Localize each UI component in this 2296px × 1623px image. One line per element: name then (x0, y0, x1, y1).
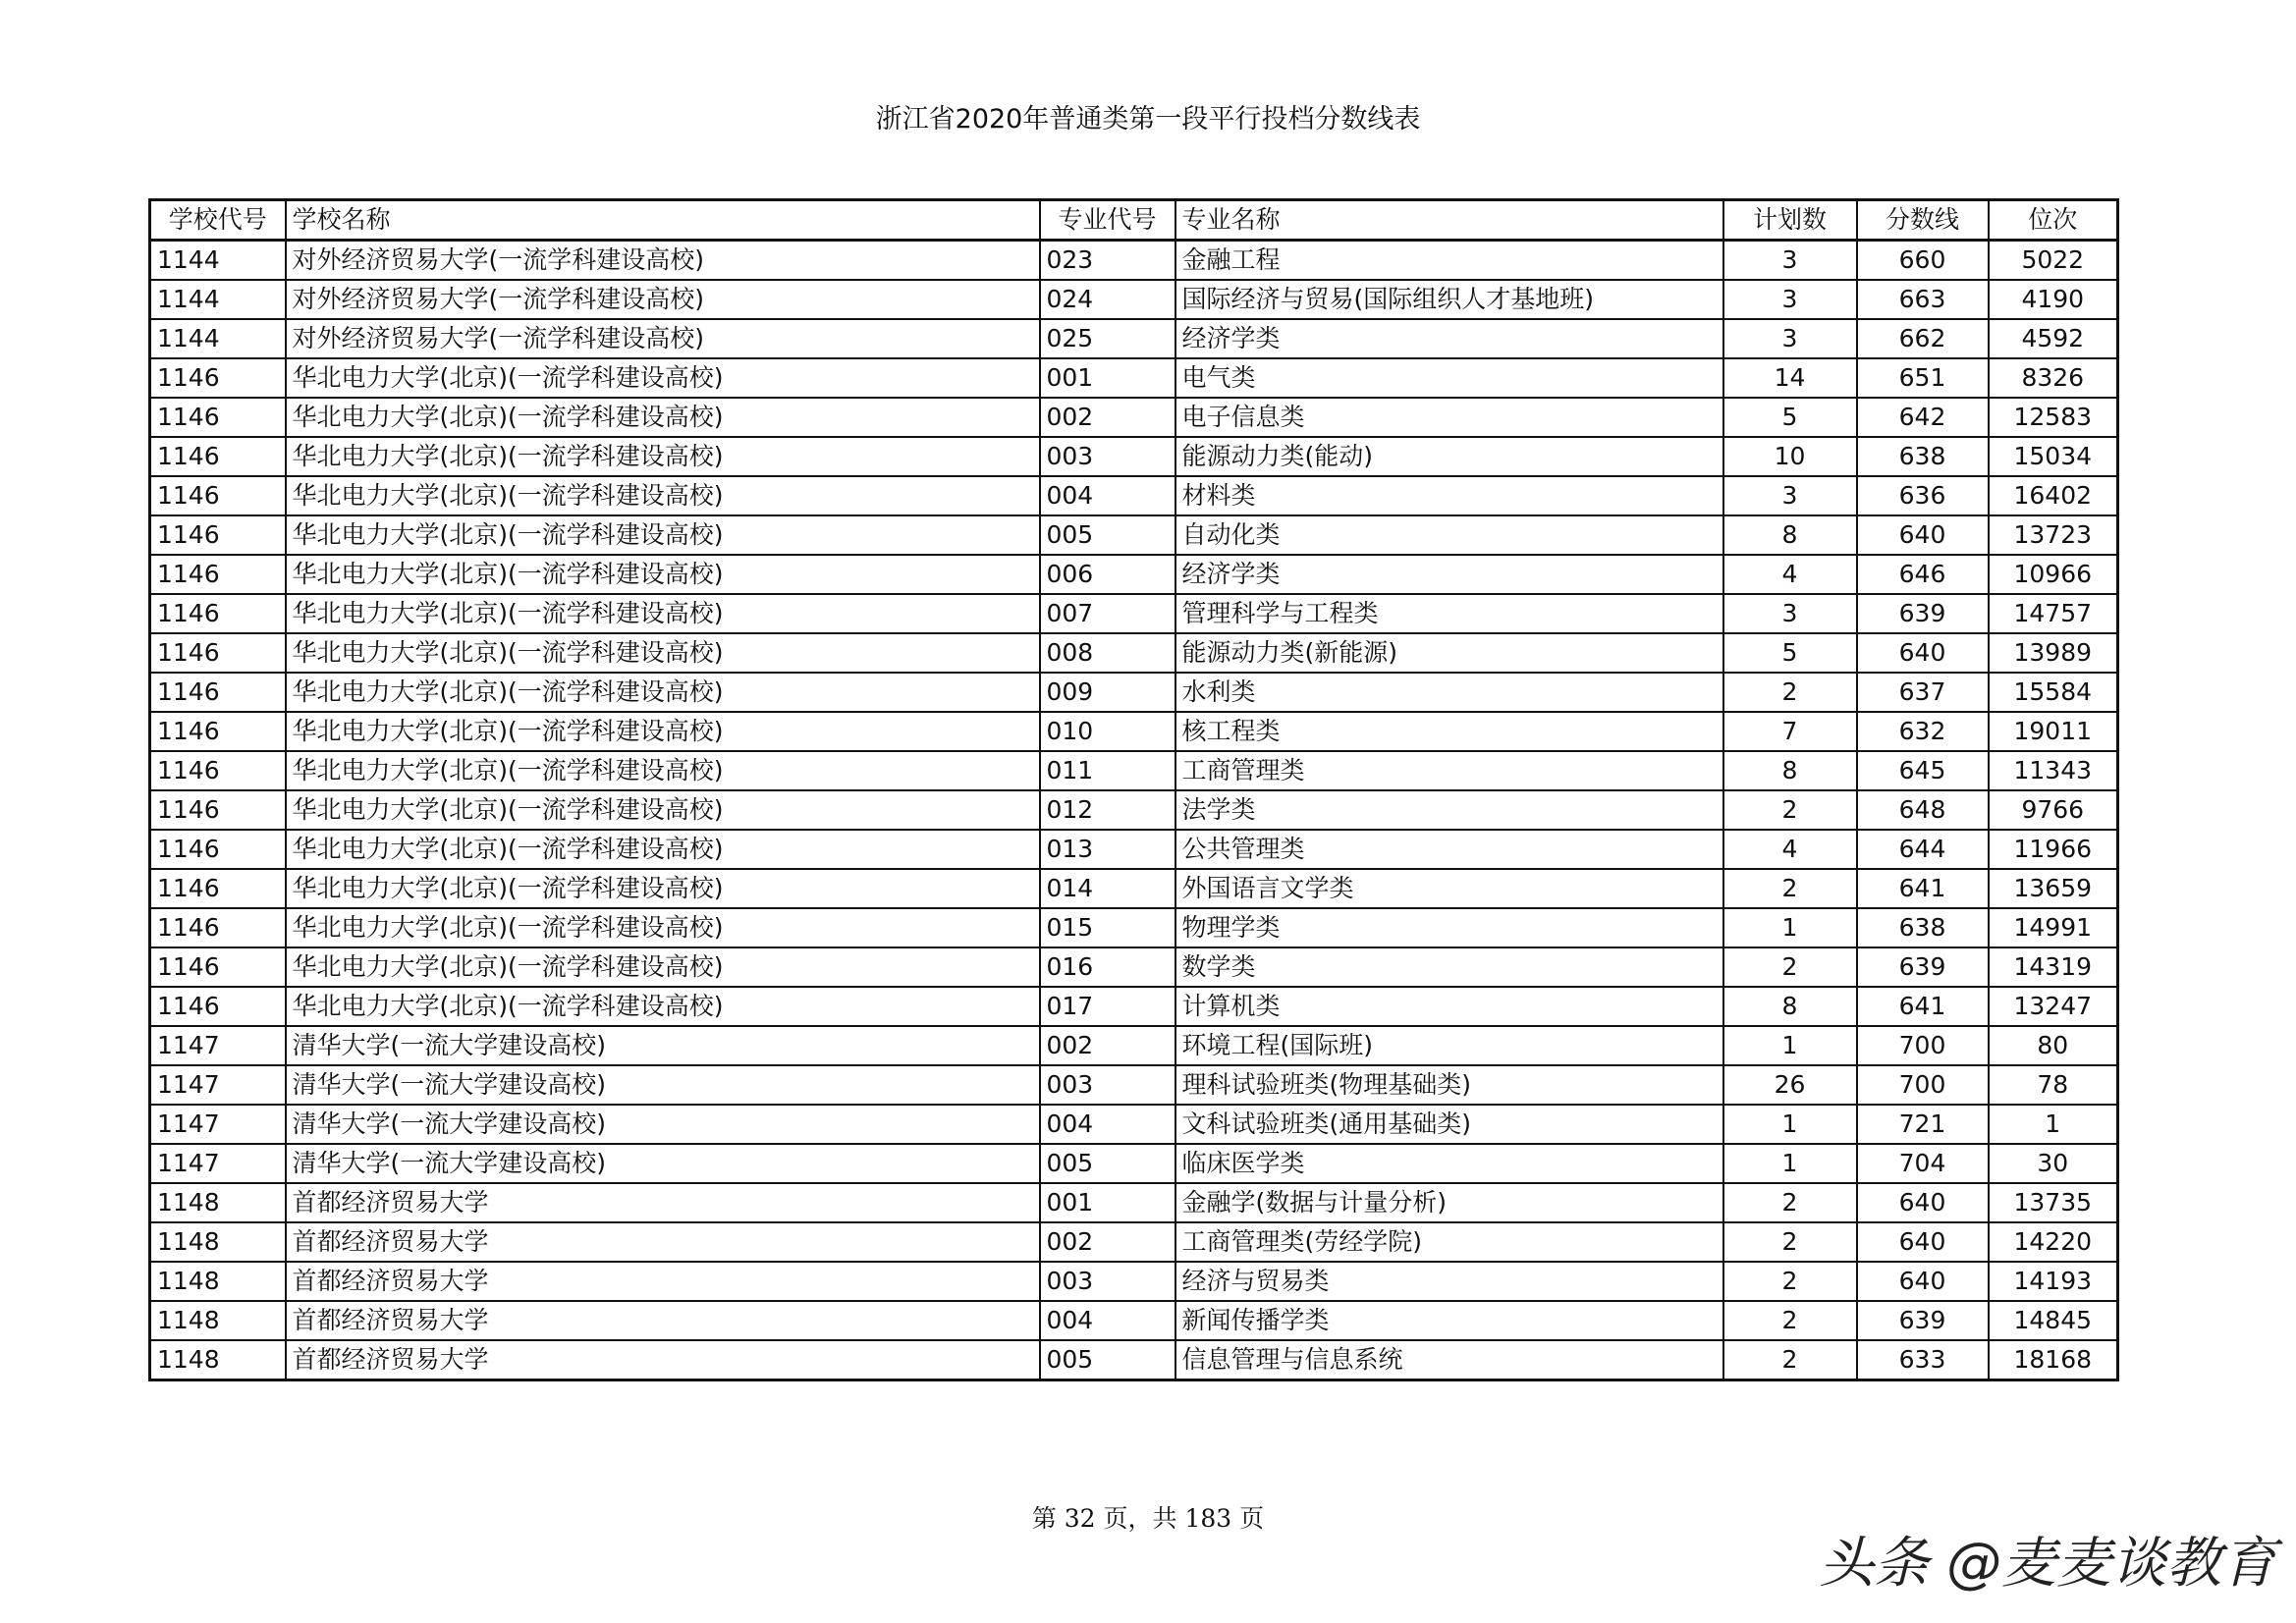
cell-rank: 18168 (1989, 1340, 2118, 1380)
cell-rank: 14193 (1989, 1262, 2118, 1301)
table-row (150, 398, 2118, 437)
cell-plan-count: 3 (1723, 319, 1857, 358)
cell-rank: 13723 (1989, 515, 2118, 555)
cell-school-name: 华北电力大学(北京)(一流学科建设高校) (286, 515, 1040, 555)
cell-school-name: 首都经济贸易大学 (286, 1340, 1040, 1380)
cell-rank: 30 (1989, 1144, 2118, 1183)
cell-rank: 16402 (1989, 476, 2118, 515)
table-row (150, 476, 2118, 515)
cell-major-name: 电子信息类 (1175, 398, 1723, 437)
table-row (150, 633, 2118, 673)
cell-school-code: 1144 (150, 280, 286, 319)
cell-major-name: 水利类 (1175, 673, 1723, 712)
table-row (150, 437, 2118, 476)
cell-plan-count: 1 (1723, 1105, 1857, 1144)
cell-school-code: 1146 (150, 869, 286, 908)
table-row (150, 280, 2118, 319)
cell-school-code: 1147 (150, 1065, 286, 1105)
table-row (150, 594, 2118, 633)
cell-plan-count: 1 (1723, 1026, 1857, 1065)
cell-rank: 14991 (1989, 908, 2118, 947)
cell-score-line: 636 (1857, 476, 1989, 515)
cell-school-name: 对外经济贸易大学(一流学科建设高校) (286, 319, 1040, 358)
table-row (150, 319, 2118, 358)
cell-plan-count: 3 (1723, 280, 1857, 319)
cell-score-line: 637 (1857, 673, 1989, 712)
cell-major-name: 工商管理类 (1175, 751, 1723, 790)
cell-major-name: 新闻传播学类 (1175, 1301, 1723, 1340)
cell-major-name: 工商管理类(劳经学院) (1175, 1222, 1723, 1262)
cell-school-code: 1148 (150, 1262, 286, 1301)
cell-major-code: 003 (1040, 437, 1175, 476)
cell-plan-count: 8 (1723, 987, 1857, 1026)
cell-plan-count: 2 (1723, 947, 1857, 987)
cell-major-code: 007 (1040, 594, 1175, 633)
cell-school-name: 首都经济贸易大学 (286, 1262, 1040, 1301)
cell-plan-count: 7 (1723, 712, 1857, 751)
cell-school-code: 1147 (150, 1144, 286, 1183)
cell-major-code: 004 (1040, 476, 1175, 515)
table-body (150, 241, 2118, 1380)
cell-score-line: 638 (1857, 908, 1989, 947)
cell-rank: 19011 (1989, 712, 2118, 751)
cell-plan-count: 4 (1723, 830, 1857, 869)
table-row (150, 673, 2118, 712)
cell-major-name: 公共管理类 (1175, 830, 1723, 869)
cell-major-code: 003 (1040, 1262, 1175, 1301)
cell-major-name: 经济与贸易类 (1175, 1262, 1723, 1301)
table-row (150, 1183, 2118, 1222)
cell-school-code: 1148 (150, 1340, 286, 1380)
table-row (150, 1262, 2118, 1301)
cell-major-name: 金融工程 (1175, 241, 1723, 281)
cell-major-name: 数学类 (1175, 947, 1723, 987)
cell-plan-count: 5 (1723, 398, 1857, 437)
header-major-name: 专业名称 (1175, 200, 1723, 241)
cell-school-name: 首都经济贸易大学 (286, 1222, 1040, 1262)
cell-school-code: 1144 (150, 319, 286, 358)
table-row (150, 515, 2118, 555)
cell-plan-count: 8 (1723, 515, 1857, 555)
cell-rank: 4190 (1989, 280, 2118, 319)
cell-school-code: 1146 (150, 398, 286, 437)
cell-major-name: 外国语言文学类 (1175, 869, 1723, 908)
cell-score-line: 640 (1857, 633, 1989, 673)
cell-school-code: 1146 (150, 358, 286, 398)
table-row (150, 1340, 2118, 1380)
cell-rank: 14319 (1989, 947, 2118, 987)
admission-score-table (148, 198, 2119, 1381)
cell-major-name: 电气类 (1175, 358, 1723, 398)
header-rank: 位次 (1989, 200, 2118, 241)
header-school-name: 学校名称 (286, 200, 1040, 241)
cell-school-name: 华北电力大学(北京)(一流学科建设高校) (286, 437, 1040, 476)
cell-school-name: 华北电力大学(北京)(一流学科建设高校) (286, 712, 1040, 751)
cell-score-line: 640 (1857, 1222, 1989, 1262)
table-row (150, 947, 2118, 987)
cell-school-name: 华北电力大学(北京)(一流学科建设高校) (286, 594, 1040, 633)
cell-plan-count: 8 (1723, 751, 1857, 790)
page-number-footer: 第 32 页，共 183 页 (1031, 1504, 1265, 1533)
cell-plan-count: 2 (1723, 1222, 1857, 1262)
cell-school-code: 1144 (150, 241, 286, 281)
cell-major-name: 计算机类 (1175, 987, 1723, 1026)
table-row (150, 1065, 2118, 1105)
table-row (150, 751, 2118, 790)
cell-major-code: 012 (1040, 790, 1175, 830)
cell-school-name: 清华大学(一流大学建设高校) (286, 1105, 1040, 1144)
table-row (150, 869, 2118, 908)
cell-school-code: 1146 (150, 790, 286, 830)
cell-score-line: 644 (1857, 830, 1989, 869)
header-plan-count: 计划数 (1723, 200, 1857, 241)
cell-school-code: 1148 (150, 1183, 286, 1222)
cell-major-code: 014 (1040, 869, 1175, 908)
cell-school-name: 对外经济贸易大学(一流学科建设高校) (286, 280, 1040, 319)
cell-school-code: 1148 (150, 1301, 286, 1340)
cell-major-code: 003 (1040, 1065, 1175, 1105)
cell-rank: 13659 (1989, 869, 2118, 908)
cell-major-code: 002 (1040, 1026, 1175, 1065)
cell-plan-count: 3 (1723, 476, 1857, 515)
cell-score-line: 645 (1857, 751, 1989, 790)
cell-score-line: 642 (1857, 398, 1989, 437)
cell-major-code: 025 (1040, 319, 1175, 358)
table-row (150, 555, 2118, 594)
cell-school-name: 华北电力大学(北京)(一流学科建设高校) (286, 398, 1040, 437)
cell-rank: 13989 (1989, 633, 2118, 673)
cell-major-code: 013 (1040, 830, 1175, 869)
cell-school-code: 1147 (150, 1026, 286, 1065)
cell-rank: 5022 (1989, 241, 2118, 281)
cell-school-code: 1146 (150, 555, 286, 594)
cell-rank: 8326 (1989, 358, 2118, 398)
table-row (150, 830, 2118, 869)
cell-score-line: 632 (1857, 712, 1989, 751)
cell-major-code: 002 (1040, 398, 1175, 437)
cell-school-code: 1146 (150, 908, 286, 947)
table-row (150, 1026, 2118, 1065)
cell-score-line: 640 (1857, 515, 1989, 555)
cell-major-code: 011 (1040, 751, 1175, 790)
cell-rank: 14220 (1989, 1222, 2118, 1262)
header-score-line: 分数线 (1857, 200, 1989, 241)
cell-major-name: 能源动力类(新能源) (1175, 633, 1723, 673)
cell-rank: 9766 (1989, 790, 2118, 830)
cell-score-line: 638 (1857, 437, 1989, 476)
cell-school-code: 1146 (150, 751, 286, 790)
header-major-code: 专业代号 (1040, 200, 1175, 241)
cell-school-name: 华北电力大学(北京)(一流学科建设高校) (286, 947, 1040, 987)
cell-school-name: 首都经济贸易大学 (286, 1183, 1040, 1222)
cell-score-line: 640 (1857, 1183, 1989, 1222)
cell-major-code: 016 (1040, 947, 1175, 987)
cell-school-name: 华北电力大学(北京)(一流学科建设高校) (286, 869, 1040, 908)
cell-score-line: 648 (1857, 790, 1989, 830)
cell-plan-count: 2 (1723, 1301, 1857, 1340)
cell-major-name: 核工程类 (1175, 712, 1723, 751)
cell-school-name: 对外经济贸易大学(一流学科建设高校) (286, 241, 1040, 281)
cell-rank: 10966 (1989, 555, 2118, 594)
cell-major-name: 理科试验班类(物理基础类) (1175, 1065, 1723, 1105)
cell-school-name: 清华大学(一流大学建设高校) (286, 1065, 1040, 1105)
cell-school-name: 清华大学(一流大学建设高校) (286, 1144, 1040, 1183)
cell-major-code: 015 (1040, 908, 1175, 947)
cell-rank: 78 (1989, 1065, 2118, 1105)
cell-rank: 15034 (1989, 437, 2118, 476)
cell-plan-count: 2 (1723, 1183, 1857, 1222)
table-row (150, 1301, 2118, 1340)
cell-score-line: 660 (1857, 241, 1989, 281)
cell-school-code: 1146 (150, 594, 286, 633)
cell-major-code: 009 (1040, 673, 1175, 712)
cell-plan-count: 26 (1723, 1065, 1857, 1105)
cell-school-name: 华北电力大学(北京)(一流学科建设高校) (286, 830, 1040, 869)
cell-score-line: 641 (1857, 869, 1989, 908)
cell-school-name: 华北电力大学(北京)(一流学科建设高校) (286, 555, 1040, 594)
cell-major-code: 001 (1040, 1183, 1175, 1222)
table-row (150, 987, 2118, 1026)
cell-major-name: 法学类 (1175, 790, 1723, 830)
cell-score-line: 639 (1857, 947, 1989, 987)
cell-school-code: 1146 (150, 633, 286, 673)
table-row (150, 1144, 2118, 1183)
cell-plan-count: 4 (1723, 555, 1857, 594)
cell-school-name: 华北电力大学(北京)(一流学科建设高校) (286, 673, 1040, 712)
cell-score-line: 640 (1857, 1262, 1989, 1301)
watermark-text: 头条 @麦麦谈教育 (1819, 1532, 2276, 1596)
cell-school-name: 华北电力大学(北京)(一流学科建设高校) (286, 790, 1040, 830)
table-row (150, 358, 2118, 398)
cell-score-line: 662 (1857, 319, 1989, 358)
cell-score-line: 639 (1857, 594, 1989, 633)
cell-plan-count: 2 (1723, 1340, 1857, 1380)
cell-major-name: 金融学(数据与计量分析) (1175, 1183, 1723, 1222)
cell-school-code: 1146 (150, 476, 286, 515)
cell-school-name: 华北电力大学(北京)(一流学科建设高校) (286, 476, 1040, 515)
cell-major-name: 自动化类 (1175, 515, 1723, 555)
cell-rank: 12583 (1989, 398, 2118, 437)
cell-plan-count: 3 (1723, 594, 1857, 633)
cell-major-code: 024 (1040, 280, 1175, 319)
cell-major-code: 001 (1040, 358, 1175, 398)
cell-score-line: 633 (1857, 1340, 1989, 1380)
cell-major-name: 经济学类 (1175, 555, 1723, 594)
table-row (150, 1105, 2118, 1144)
cell-score-line: 663 (1857, 280, 1989, 319)
cell-rank: 14845 (1989, 1301, 2118, 1340)
cell-score-line: 700 (1857, 1065, 1989, 1105)
cell-major-name: 管理科学与工程类 (1175, 594, 1723, 633)
cell-school-code: 1148 (150, 1222, 286, 1262)
cell-rank: 11343 (1989, 751, 2118, 790)
cell-score-line: 646 (1857, 555, 1989, 594)
cell-major-code: 006 (1040, 555, 1175, 594)
cell-plan-count: 1 (1723, 908, 1857, 947)
cell-school-name: 华北电力大学(北京)(一流学科建设高校) (286, 751, 1040, 790)
table-row (150, 712, 2118, 751)
table-row (150, 908, 2118, 947)
cell-school-name: 华北电力大学(北京)(一流学科建设高校) (286, 987, 1040, 1026)
cell-score-line: 704 (1857, 1144, 1989, 1183)
cell-major-name: 临床医学类 (1175, 1144, 1723, 1183)
cell-rank: 13735 (1989, 1183, 2118, 1222)
cell-score-line: 721 (1857, 1105, 1989, 1144)
cell-major-code: 017 (1040, 987, 1175, 1026)
cell-school-name: 清华大学(一流大学建设高校) (286, 1026, 1040, 1065)
cell-major-code: 004 (1040, 1105, 1175, 1144)
cell-plan-count: 10 (1723, 437, 1857, 476)
cell-plan-count: 1 (1723, 1144, 1857, 1183)
cell-plan-count: 3 (1723, 241, 1857, 281)
cell-major-name: 文科试验班类(通用基础类) (1175, 1105, 1723, 1144)
cell-school-code: 1146 (150, 947, 286, 987)
cell-major-code: 010 (1040, 712, 1175, 751)
cell-major-name: 经济学类 (1175, 319, 1723, 358)
cell-major-code: 005 (1040, 1340, 1175, 1380)
cell-school-name: 首都经济贸易大学 (286, 1301, 1040, 1340)
cell-rank: 11966 (1989, 830, 2118, 869)
cell-major-code: 002 (1040, 1222, 1175, 1262)
cell-plan-count: 14 (1723, 358, 1857, 398)
cell-major-code: 005 (1040, 1144, 1175, 1183)
cell-score-line: 700 (1857, 1026, 1989, 1065)
cell-major-code: 008 (1040, 633, 1175, 673)
table-row (150, 790, 2118, 830)
cell-major-code: 023 (1040, 241, 1175, 281)
cell-score-line: 651 (1857, 358, 1989, 398)
cell-school-code: 1146 (150, 437, 286, 476)
cell-school-code: 1146 (150, 515, 286, 555)
cell-major-code: 005 (1040, 515, 1175, 555)
cell-major-name: 环境工程(国际班) (1175, 1026, 1723, 1065)
table-row (150, 1222, 2118, 1262)
cell-school-code: 1146 (150, 830, 286, 869)
cell-plan-count: 2 (1723, 790, 1857, 830)
cell-school-name: 华北电力大学(北京)(一流学科建设高校) (286, 633, 1040, 673)
cell-plan-count: 2 (1723, 869, 1857, 908)
cell-school-code: 1146 (150, 987, 286, 1026)
cell-major-name: 国际经济与贸易(国际组织人才基地班) (1175, 280, 1723, 319)
cell-rank: 1 (1989, 1105, 2118, 1144)
cell-score-line: 639 (1857, 1301, 1989, 1340)
cell-school-code: 1146 (150, 673, 286, 712)
cell-rank: 80 (1989, 1026, 2118, 1065)
document-title: 浙江省2020年普通类第一段平行投档分数线表 (875, 104, 1421, 135)
cell-rank: 4592 (1989, 319, 2118, 358)
cell-major-name: 能源动力类(能动) (1175, 437, 1723, 476)
cell-plan-count: 2 (1723, 1262, 1857, 1301)
cell-school-code: 1146 (150, 712, 286, 751)
table-header-row (150, 200, 2118, 241)
cell-plan-count: 5 (1723, 633, 1857, 673)
cell-school-name: 华北电力大学(北京)(一流学科建设高校) (286, 908, 1040, 947)
cell-plan-count: 2 (1723, 673, 1857, 712)
cell-major-name: 材料类 (1175, 476, 1723, 515)
cell-school-name: 华北电力大学(北京)(一流学科建设高校) (286, 358, 1040, 398)
cell-score-line: 641 (1857, 987, 1989, 1026)
cell-major-name: 信息管理与信息系统 (1175, 1340, 1723, 1380)
cell-major-code: 004 (1040, 1301, 1175, 1340)
table-row (150, 241, 2118, 281)
header-school-code: 学校代号 (150, 200, 286, 241)
cell-rank: 15584 (1989, 673, 2118, 712)
cell-major-name: 物理学类 (1175, 908, 1723, 947)
cell-rank: 14757 (1989, 594, 2118, 633)
cell-rank: 13247 (1989, 987, 2118, 1026)
cell-school-code: 1147 (150, 1105, 286, 1144)
